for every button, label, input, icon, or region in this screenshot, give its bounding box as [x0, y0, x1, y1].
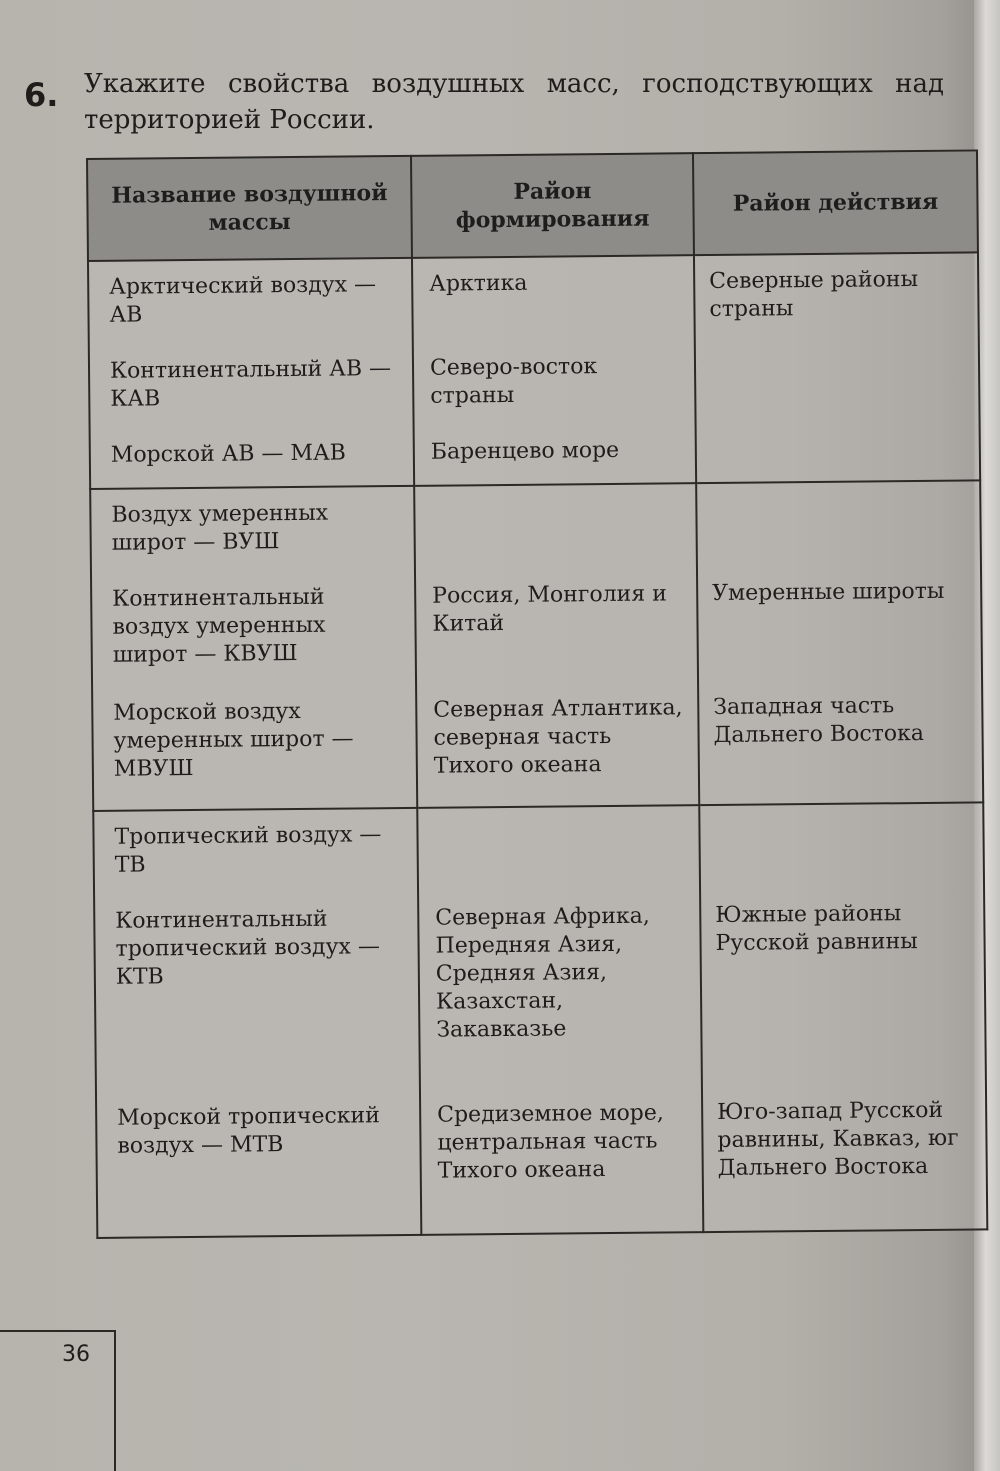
- formation-region: Россия, Монголия и Китай: [432, 581, 667, 637]
- cell-regions: [412, 255, 696, 486]
- air-mass-name: Континентальный АВ — КАВ: [109, 356, 392, 412]
- air-mass-name: Воздух умеренных широт — ВУШ: [111, 500, 329, 556]
- task-text: Укажите свойства воздушных масс, господствующих над территорией России.: [84, 69, 944, 135]
- cell-names: [90, 486, 417, 811]
- formation-region: Северная Африка, Передняя Азия, Средняя Азия, Казахстан, Закавказье: [435, 903, 650, 1043]
- formation-region: [431, 496, 684, 560]
- air-masses-table: [86, 149, 988, 1239]
- action-area: Западная часть Дальнего Востока: [713, 693, 925, 749]
- air-mass-name: Континентальный тропический воздух — КТВ: [115, 906, 381, 990]
- formation-region: Северо-восток страны: [429, 354, 598, 409]
- action-area: Южные районы Русской равнины: [715, 901, 918, 956]
- formation-region: Баренцево море: [430, 437, 620, 465]
- air-mass-name: Арктический воздух — АВ: [109, 272, 377, 328]
- page-number-border-side: [114, 1330, 116, 1471]
- table-row-tropical: [93, 802, 987, 1238]
- cell-names: [88, 258, 414, 489]
- page-number-border-top: [0, 1330, 116, 1332]
- air-mass-name: Морской воздух умеренных широт — МВУШ: [113, 698, 354, 782]
- cell-regions: [414, 483, 699, 808]
- task-number: 6.: [24, 76, 59, 114]
- formation-region: Арктика: [429, 270, 528, 297]
- page-number: 36: [62, 1342, 90, 1367]
- cell-areas: [694, 252, 980, 483]
- header-area: Район действия: [693, 150, 978, 255]
- cell-names: [93, 808, 421, 1238]
- cell-regions: [417, 805, 703, 1235]
- action-area: [714, 816, 971, 880]
- formation-region: [434, 818, 687, 882]
- action-area: Юго-запад Русской равнины, Кавказ, юг Дальнего Востока: [717, 1097, 959, 1181]
- action-area: [710, 350, 967, 414]
- header-region: Район формирования: [411, 153, 694, 258]
- table-header-row: [87, 150, 978, 261]
- action-area: Умеренные широты: [712, 578, 945, 607]
- air-mass-name: Морской тропический воздух — МТВ: [117, 1103, 380, 1159]
- formation-region: Северная Атлантика, северная часть Тихого океана: [433, 695, 683, 779]
- action-area: Северные районы страны: [709, 267, 919, 323]
- formation-region: Средиземное море, центральная часть Тихого океана: [437, 1100, 664, 1184]
- table-row-temperate: [90, 480, 983, 811]
- cell-areas: [696, 480, 983, 805]
- cell-areas: [699, 802, 987, 1232]
- air-mass-name: Континентальный воздух умеренных широт — КВУШ: [112, 584, 326, 668]
- header-name: Название воздушной массы: [87, 156, 412, 261]
- action-area: [711, 434, 967, 468]
- air-mass-name: Тропический воздух — ТВ: [114, 822, 382, 878]
- air-mass-name: Морской АВ — МАВ: [110, 440, 346, 468]
- action-area: [711, 494, 968, 558]
- table-row-arctic: [88, 252, 980, 489]
